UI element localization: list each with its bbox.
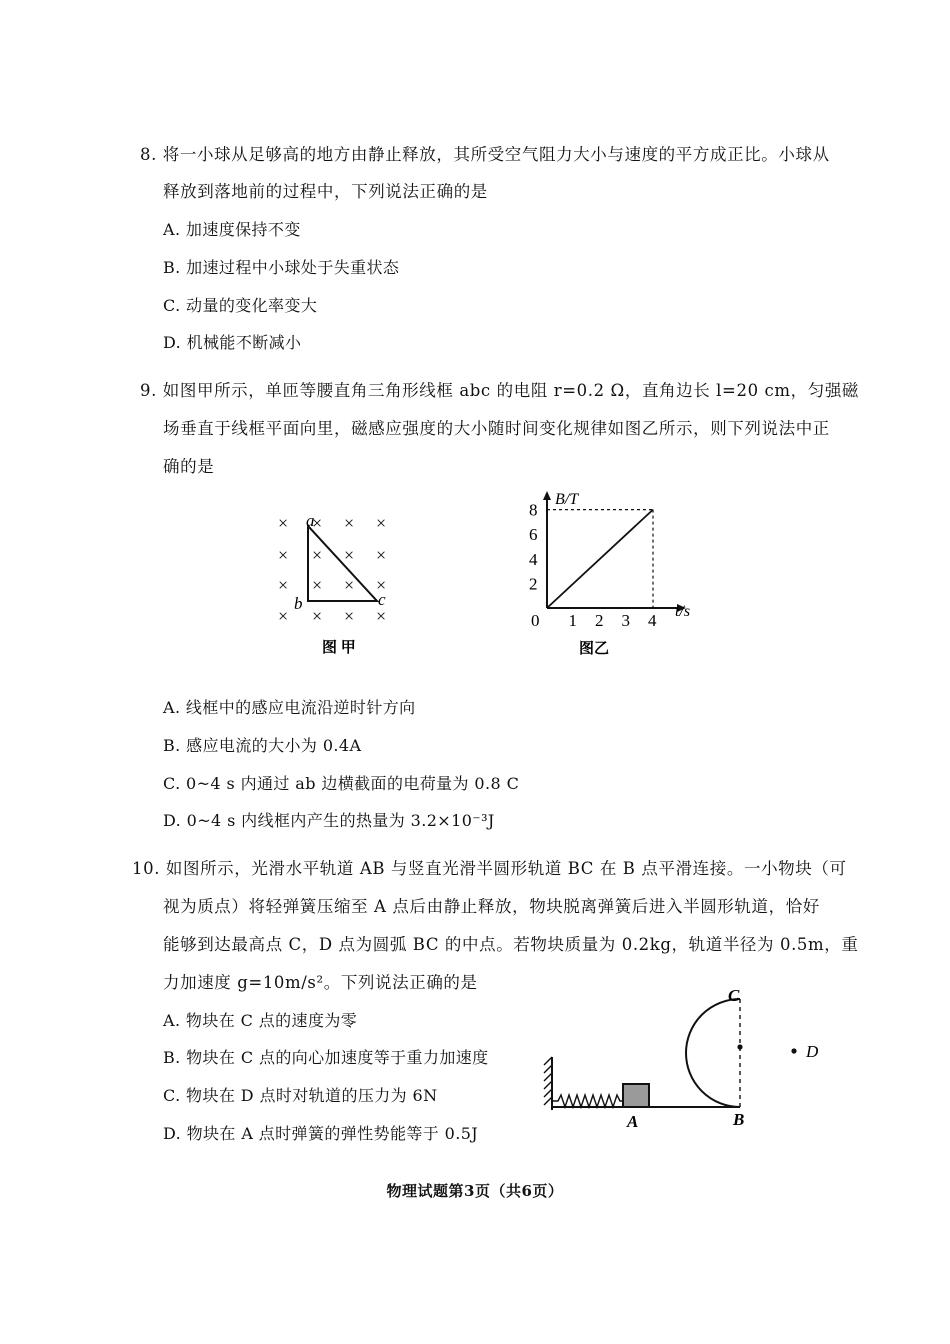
y-tick-label: 2 bbox=[529, 574, 538, 594]
field-cross: × bbox=[344, 513, 355, 533]
q10-stem-line2: 视为质点）将轻弹簧压缩至 A 点后由静止释放，物块脱离弹簧后进入半圆形轨道，恰好 bbox=[163, 897, 820, 916]
q8-option-b: B. 加速过程中小球处于失重状态 bbox=[163, 258, 400, 277]
q9-stem-line1: 9. 如图甲所示，单匝等腰直角三角形线框 abc 的电阻 r=0.2 Ω，直角边长 l=20 cm，匀强磁 bbox=[140, 381, 860, 400]
q10-option-a: A. 物块在 C 点的速度为零 bbox=[163, 1011, 358, 1030]
q8-option-a: A. 加速度保持不变 bbox=[163, 220, 301, 239]
y-tick-label: 6 bbox=[529, 525, 538, 545]
field-cross: × bbox=[312, 606, 323, 626]
field-cross: × bbox=[312, 513, 323, 533]
field-cross: × bbox=[278, 545, 289, 565]
chart-y-axis-label: B/T bbox=[555, 491, 579, 508]
spring bbox=[552, 1095, 623, 1107]
q8-option-c: C. 动量的变化率变大 bbox=[163, 296, 318, 315]
field-cross: × bbox=[344, 575, 355, 595]
q9-option-b: B. 感应电流的大小为 0.4A bbox=[163, 736, 362, 755]
field-cross: × bbox=[278, 575, 289, 595]
vertex-b-label: b bbox=[294, 594, 303, 613]
figure-yi-caption: 图乙 bbox=[579, 641, 610, 657]
figure-track bbox=[540, 985, 840, 1135]
point-d bbox=[791, 1048, 796, 1053]
field-cross: × bbox=[376, 606, 387, 626]
block bbox=[623, 1084, 649, 1107]
semicircle-track bbox=[686, 999, 740, 1107]
center-point bbox=[737, 1044, 742, 1049]
field-cross: × bbox=[376, 513, 387, 533]
vertex-a-label: a bbox=[306, 511, 315, 530]
label-a: A bbox=[627, 1112, 639, 1131]
field-cross: × bbox=[278, 513, 289, 533]
q9-option-c: C. 0~4 s 内通过 ab 边横截面的电荷量为 0.8 C bbox=[163, 774, 520, 793]
q8-stem-line2: 释放到落地前的过程中，下列说法正确的是 bbox=[163, 182, 488, 201]
q10-stem-line1: 10. 如图所示，光滑水平轨道 AB 与竖直光滑半圆形轨道 BC 在 B 点平滑连接。一小物块（可 bbox=[132, 859, 847, 878]
label-b: B bbox=[733, 1110, 745, 1129]
q9-stem-line2: 场垂直于线框平面向里，磁感应强度的大小随时间变化规律如图乙所示，则下列说法中正 bbox=[163, 419, 830, 438]
q8-option-d: D. 机械能不断减小 bbox=[163, 333, 302, 352]
q10-stem-line3: 能够到达最高点 C，D 点为圆弧 BC 的中点。若物块质量为 0.2kg，轨道半径为 0.5m，重 bbox=[163, 935, 859, 954]
wall-hatching bbox=[544, 1057, 552, 1105]
field-cross: × bbox=[312, 545, 323, 565]
q10-option-d: D. 物块在 A 点时弹簧的弹性势能等于 0.5J bbox=[163, 1124, 479, 1143]
y-axis-arrow bbox=[543, 491, 551, 500]
series-line bbox=[547, 510, 653, 608]
figure-jia-caption: 图 甲 bbox=[322, 640, 356, 656]
vertex-c-label: c bbox=[378, 590, 386, 609]
q9-option-a: A. 线框中的感应电流沿逆时针方向 bbox=[163, 698, 416, 717]
q9-stem-line3: 确的是 bbox=[163, 457, 215, 476]
page-footer: 物理试题第3页（共6页） bbox=[386, 1182, 564, 1200]
q10-option-b: B. 物块在 C 点的向心加速度等于重力加速度 bbox=[163, 1048, 489, 1067]
chart-marks bbox=[547, 510, 653, 608]
field-cross: × bbox=[376, 545, 387, 565]
field-cross: × bbox=[344, 606, 355, 626]
x-tick-label: 4 bbox=[648, 611, 657, 630]
chart-x-axis-label: t/s bbox=[675, 603, 691, 620]
label-c: C bbox=[728, 986, 740, 1005]
chart-origin-label: 0 bbox=[531, 611, 540, 630]
q9-option-d: D. 0~4 s 内线框内产生的热量为 3.2×10⁻³J bbox=[163, 811, 495, 830]
label-d: D bbox=[806, 1042, 819, 1061]
field-cross: × bbox=[278, 606, 289, 626]
figure-yi-chart bbox=[515, 488, 705, 658]
q10-option-c: C. 物块在 D 点时对轨道的压力为 6N bbox=[163, 1086, 438, 1105]
x-tick-label: 1 bbox=[568, 611, 577, 630]
q10-stem-line4: 力加速度 g=10m/s²。下列说法正确的是 bbox=[163, 973, 478, 992]
x-tick-label: 2 bbox=[595, 611, 604, 630]
y-tick-label: 4 bbox=[529, 549, 538, 569]
field-cross: × bbox=[376, 575, 387, 595]
q8-stem-line1: 8. 将一小球从足够高的地方由静止释放，其所受空气阻力大小与速度的平方成正比。小球从 bbox=[140, 145, 830, 164]
x-tick-label: 3 bbox=[621, 611, 630, 630]
field-cross: × bbox=[312, 575, 323, 595]
field-cross: × bbox=[344, 545, 355, 565]
y-tick-label: 8 bbox=[529, 500, 538, 520]
figure-jia bbox=[250, 495, 420, 660]
